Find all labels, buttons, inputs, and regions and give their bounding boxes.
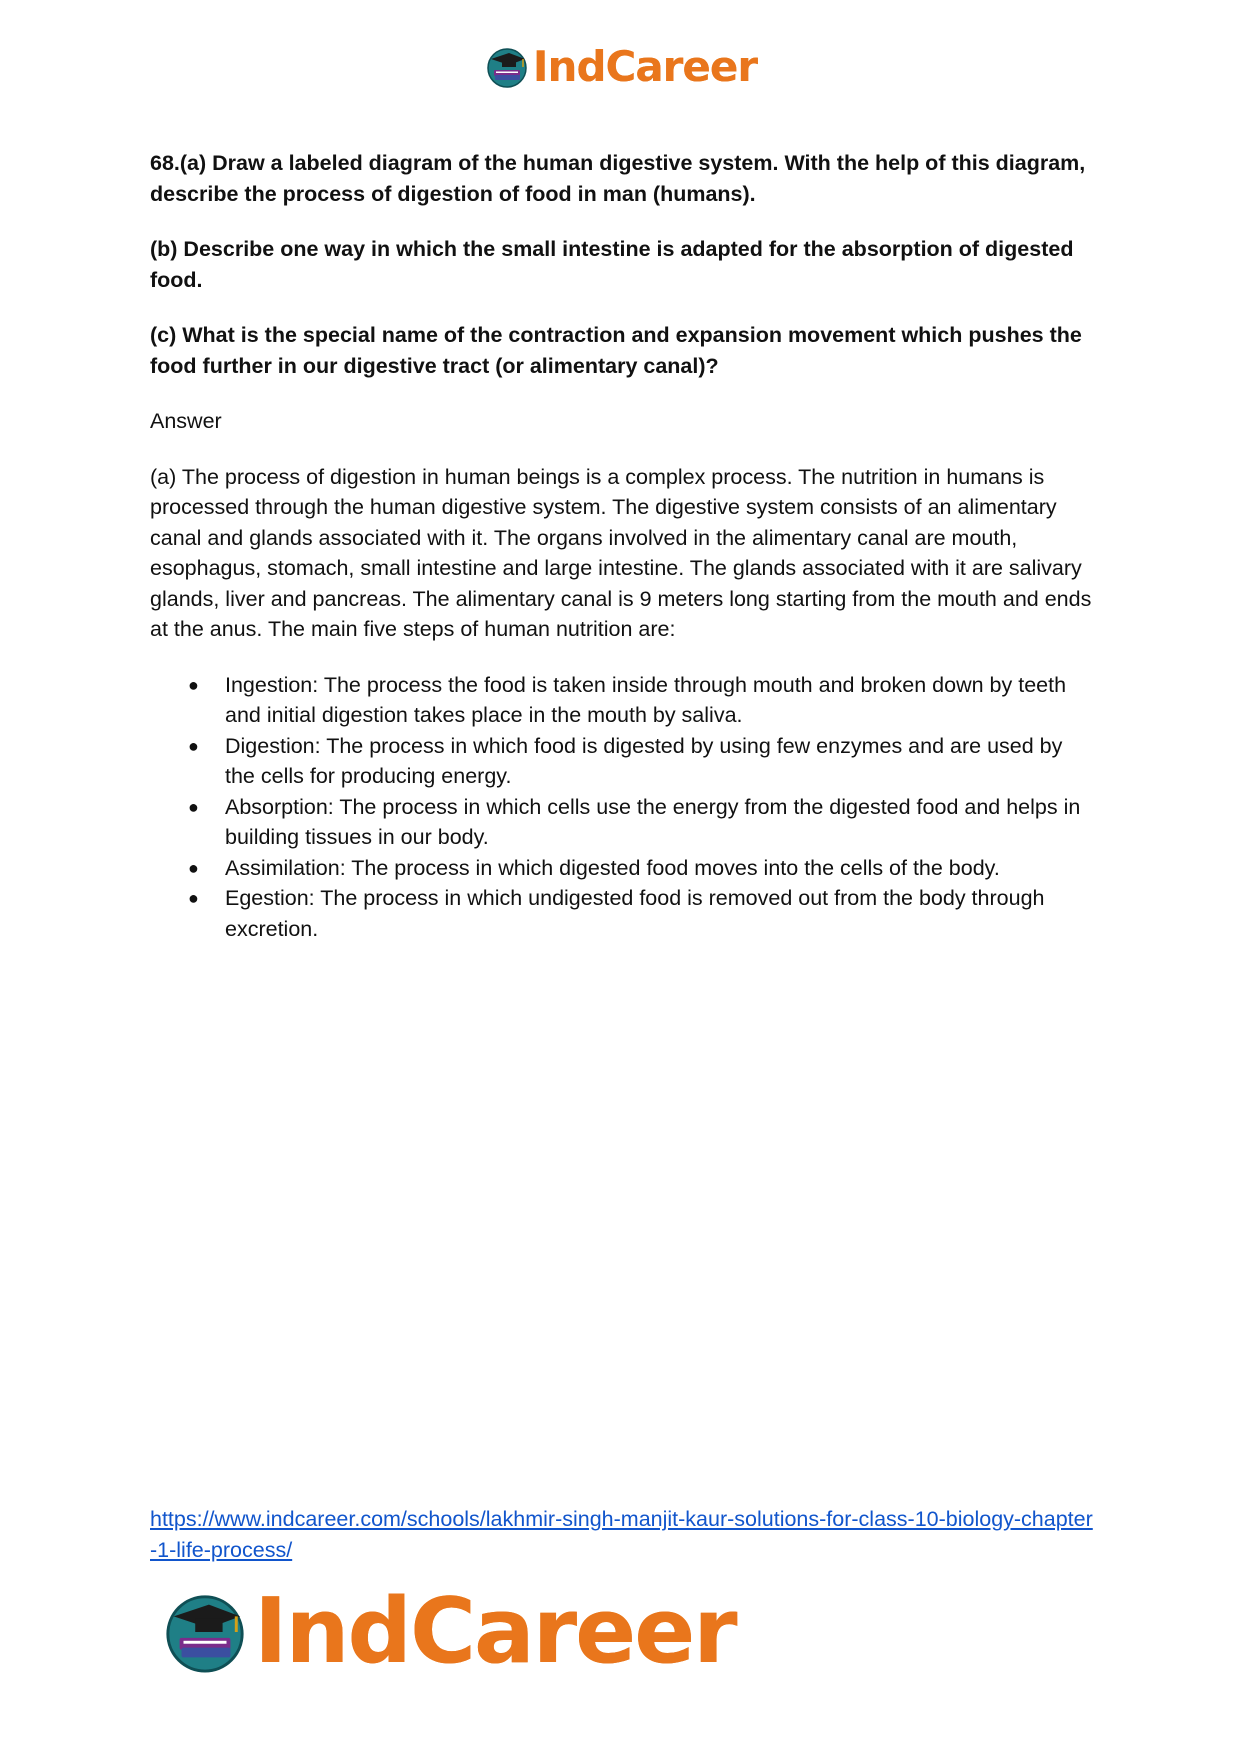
step-text: Digestion: The process in which food is digested by using few enzymes and are used by the cells for producing energy. (225, 733, 1063, 788)
bullet-icon: ● (188, 857, 199, 878)
step-text: Assimilation: The process in which digested food moves into the cells of the body. (225, 855, 1000, 880)
list-item (150, 731, 1095, 792)
graduate-book-icon (162, 1589, 248, 1675)
question-part-c: (c) What is the special name of the contraction and expansion movement which pushes the food further in our digestive tract (or alimentary canal)? (150, 323, 1082, 378)
bullet-icon: ● (188, 888, 199, 908)
list-item (150, 670, 1095, 731)
question-part-b: (b) Describe one way in which the small intestine is adapted for the absorption of digested food. (150, 237, 1074, 292)
graduate-book-icon (485, 45, 529, 89)
list-item (150, 853, 1095, 884)
footer-logo (162, 1579, 736, 1684)
bullet-icon: ● (188, 674, 199, 695)
step-text: Absorption: The process in which cells use the energy from the digested food and helps in building tissues in our body. (225, 794, 1081, 849)
logo-text: IndCareer (532, 42, 758, 91)
list-item (150, 792, 1095, 853)
answer-intro: (a) The process of digestion in human beings is a complex process. The nutrition in humans is processed through the human digestive system. The digestive system consists of an alimentary canal and glands associated with it. The organs involved in the alimentary canal are mouth, esophagus, stomach, small intestine and large intestine. The glands associated with it are salivary glands, liver and pancreas. The alimentary canal is 9 meters long starting from the mouth and ends at the anus. The main five steps of human nutrition are: (150, 464, 1092, 641)
steps-list (150, 670, 1095, 945)
bullet-icon: ● (188, 735, 199, 756)
document-body (150, 148, 1095, 944)
source-link[interactable]: https://www.indcareer.com/schools/lakhmir-singh-manjit-kaur-solutions-for-class-10-biology-chapter-1-life-process/ (150, 1507, 1093, 1562)
answer-label: Answer (150, 409, 222, 433)
header-logo (0, 42, 1242, 92)
question-part-a: 68.(a) Draw a labeled diagram of the human digestive system. With the help of this diagram, describe the process of digestion of food in man (humans). (150, 151, 1086, 206)
step-text: Egestion: The process in which undigested food is removed out from the body through excretion. (225, 886, 1045, 941)
list-item (150, 883, 1095, 944)
logo-text: IndCareer (254, 1579, 736, 1684)
bullet-icon: ● (188, 796, 199, 817)
step-text: Ingestion: The process the food is taken inside through mouth and broken down by teeth and initial digestion takes place in the mouth by saliva. (225, 672, 1067, 727)
